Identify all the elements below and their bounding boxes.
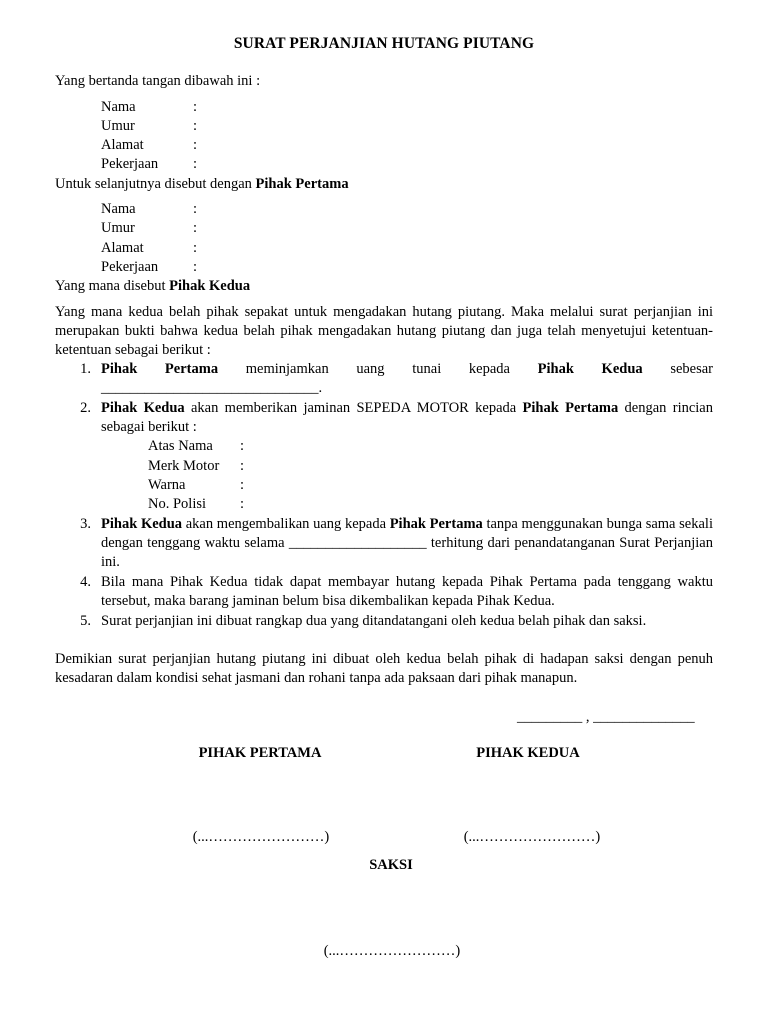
field-label: No. Polisi xyxy=(148,496,207,512)
first-party-label: Pihak Pertama xyxy=(255,176,349,192)
field-label: Warna xyxy=(148,477,186,493)
first-party-age-field: Umur : xyxy=(101,118,198,134)
field-label: Nama xyxy=(101,201,136,217)
first-party-name-field: Nama : xyxy=(101,99,198,115)
signature-line-witness: (...……………………) xyxy=(323,943,461,959)
place-date-blank: _________ , ______________ xyxy=(517,709,695,725)
vehicle-owner-field: Atas Nama : xyxy=(148,438,245,454)
field-label: Umur xyxy=(101,220,135,236)
field-label: Pekerjaan xyxy=(101,259,159,275)
vehicle-color-field: Warna : xyxy=(148,477,245,493)
second-party-job-field: Pekerjaan : xyxy=(101,259,198,275)
signature-label-party1: PIHAK PERTAMA xyxy=(198,745,322,761)
first-party-designation: Untuk selanjutnya disebut dengan Pihak Pertama xyxy=(55,176,349,192)
field-label: Pekerjaan xyxy=(101,156,159,172)
field-label: Atas Nama xyxy=(148,438,213,454)
second-party-age-field: Umur : xyxy=(101,220,198,236)
second-party-label: Pihak Kedua xyxy=(169,278,251,294)
first-party-address-field: Alamat : xyxy=(101,137,198,153)
signature-label-party2: PIHAK KEDUA xyxy=(476,745,580,761)
agreement-paragraph: Yang mana kedua belah pihak sepakat untuk mengadakan hutang piutang. Maka melalui surat perjanjian ini merupakan bukti bahwa kedua belah pihak mengadakan hutang piutang dan juga telah menyetujui ketentuan-ketentuan sebagai berikut : xyxy=(55,304,713,359)
signature-label-witness: SAKSI xyxy=(369,857,413,873)
signature-line-party2: (...……………………) xyxy=(463,829,601,845)
clause-3: 3. Pihak Kedua akan mengembalikan uang kepada Pihak Pertama tanpa menggunakan bunga sama sekali dengan tenggang waktu selama ___________________ terhitung dari penandatanganan Surat Perjanjian ini. xyxy=(80,516,713,571)
field-label: Alamat xyxy=(101,137,144,153)
field-label: Nama xyxy=(101,99,136,115)
second-party-address-field: Alamat : xyxy=(101,240,198,256)
vehicle-brand-field: Merk Motor : xyxy=(148,458,245,474)
loan-amount-blank: ______________________________. xyxy=(101,380,323,397)
intro-text: Yang bertanda tangan dibawah ini : xyxy=(55,73,261,89)
clause-1: 1. Pihak Pertama meminjamkan uang tunai kepada Pihak Kedua sebesar ______________________________. xyxy=(55,360,713,398)
document-title: SURAT PERJANJIAN HUTANG PIUTANG xyxy=(233,35,535,52)
field-label: Umur xyxy=(101,118,135,134)
second-party-name-field: Nama : xyxy=(101,201,198,217)
clause-4: 4. Bila mana Pihak Kedua tidak dapat membayar hutang kepada Pihak Pertama pada tenggang waktu tersebut, maka barang jaminan belum bisa dikembalikan kepada Pihak Kedua. xyxy=(80,574,713,610)
clause-2: 2. Pihak Kedua akan memberikan jaminan SEPEDA MOTOR kepada Pihak Pertama dengan rincian sebagai berikut : xyxy=(80,400,713,436)
signature-line-party1: (...……………………) xyxy=(192,829,330,845)
vehicle-plate-field: No. Polisi : xyxy=(148,496,245,512)
closing-paragraph: Demikian surat perjanjian hutang piutang ini dibuat oleh kedua belah pihak di hadapan saksi dengan penuh kesadaran dalam kondisi sehat jasmani dan rohani tanpa ada paksaan dari pihak manapun. xyxy=(55,651,713,687)
clause-5: 5. Surat perjanjian ini dibuat rangkap dua yang ditandatangani oleh kedua belah pihak dan saksi. xyxy=(80,613,647,629)
field-label: Alamat xyxy=(101,240,144,256)
first-party-job-field: Pekerjaan : xyxy=(101,156,198,172)
field-label: Merk Motor xyxy=(148,458,220,474)
second-party-designation: Yang mana disebut Pihak Kedua xyxy=(55,278,251,294)
